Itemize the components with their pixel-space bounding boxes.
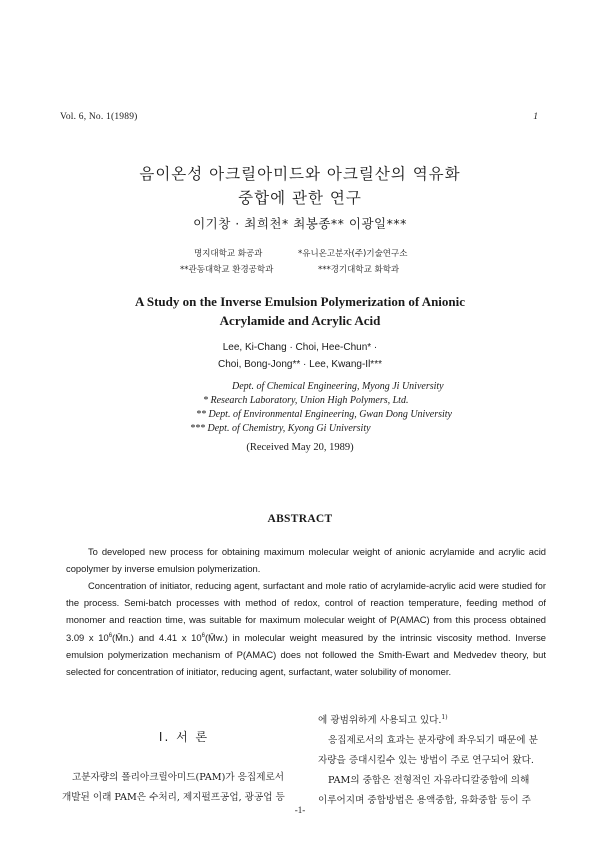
english-title-line2: Acrylamide and Acrylic Acid (219, 313, 381, 328)
body-left-line1: 고분자량의 폴리아크릴아미드(PAM)가 응집제로서 (72, 772, 284, 783)
body-left-column (62, 768, 306, 808)
section-heading-introduction: I. 서 론 (158, 730, 210, 744)
korean-title-line2: 중합에 관한 연구 (238, 189, 362, 207)
body-right-line5: 이루어지며 중합방법은 용액중합, 유화중합 등이 주 (318, 795, 531, 807)
abstract-p2-start: Concentration of initiator, reducing agent, surfactant and mole ratio of acrylamide-acrylic acid were studied for the process. Semi-batch processes with method of redox, control of reaction temperature, feeding method of monomer and reaction time, was suitable for maximum molecular weight of P(AMAC) from this process obtained 3.09 x 10 (66, 580, 546, 644)
body-right-line2: 응집제로서의 효과는 분자량에 좌우되기 때문에 분 (328, 735, 538, 747)
reference-1: 1) (441, 714, 448, 721)
korean-affiliation-3: **관동대학교 환경공학과 (180, 265, 274, 275)
korean-authors: 이기창 · 최희천* 최봉종** 이광일*** (193, 216, 407, 231)
body-right-column (318, 708, 548, 811)
abstract-body (66, 543, 546, 680)
exponent-mn: 6 (108, 633, 113, 639)
body-right-line4: PAM의 중합은 전형적인 자유라디칼중합에 의해 (328, 775, 530, 787)
korean-affiliation-2: *유니온고분자(주)기술연구소 (298, 249, 408, 259)
body-left-line2: 개발된 이래 PAM은 수처리, 제지펄프공업, 광공업 등 (62, 792, 285, 803)
body-right-line1 (318, 708, 548, 731)
page-number: -1- (294, 805, 306, 815)
received-date: (Received May 20, 1989) (246, 442, 354, 453)
english-affiliation-1: Dept. of Chemical Engineering, Myong Ji University (232, 381, 444, 392)
english-authors-line1: Lee, Ki-Chang · Choi, Hee-Chun* · (222, 342, 378, 353)
body-right-line3: 자량을 증대시킬수 있는 방법이 주로 연구되어 왔다. (318, 755, 534, 767)
abstract-paragraph-2 (66, 577, 546, 680)
korean-affiliation-4: ***경기대학교 화학과 (318, 265, 400, 275)
abstract-p2-end: (M̄w.) in molecular weight measured by the intrinsic viscosity method. Inverse emulsion polymerization mechanism of P(AMAC) does not followed the Smith-Ewart and Medvedev theory, but selected for concentration of initiator, reducing agent, surfactant, water solubility of monomer. (66, 632, 546, 678)
body-right-line1-text: 에 광범위하게 사용되고 있다. (318, 715, 442, 727)
korean-affiliation-1: 명지대학교 화공과 (194, 249, 263, 259)
journal-volume: Vol. 6, No. 1(1989) (60, 112, 138, 122)
page-mark: 1 (533, 112, 538, 122)
abstract-mn-value: (M̄n.) and 4.41 x 10 (112, 632, 202, 644)
abstract-heading: ABSTRACT (267, 513, 333, 525)
english-title-line1: A Study on the Inverse Emulsion Polymerization of Anionic (134, 294, 466, 309)
exponent-mw: 6 (201, 633, 205, 639)
english-affiliation-4: *** Dept. of Chemistry, Kyong Gi University (190, 423, 371, 434)
abstract-paragraph-1: To developed new process for obtaining maximum molecular weight of anionic acrylamide and acrylic acid copolymer by inverse emulsion polymerization. (66, 546, 546, 574)
english-affiliation-3: ** Dept. of Environmental Engineering, Gwan Dong University (196, 409, 452, 420)
english-authors-line2: Choi, Bong-Jong** · Lee, Kwang-Il*** (218, 359, 382, 370)
korean-title-line1: 음이온성 아크릴아미드와 아크릴산의 역유화 (139, 165, 461, 183)
english-affiliation-2: * Research Laboratory, Union High Polymers, Ltd. (203, 395, 409, 406)
